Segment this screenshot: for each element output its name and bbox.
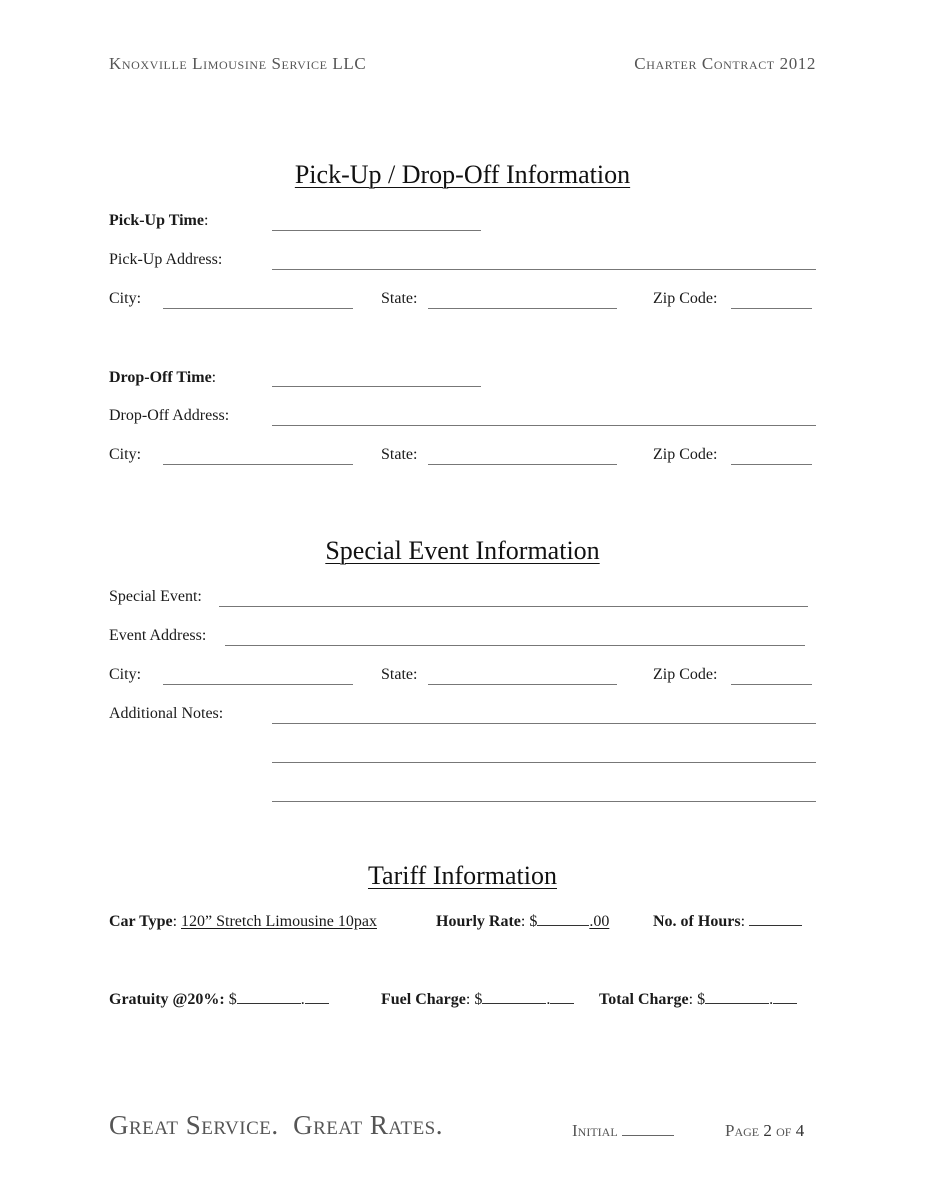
event-state-field[interactable] xyxy=(428,684,617,685)
dropoff-address-field[interactable] xyxy=(272,425,816,426)
dropoff-zip-label: Zip Code: xyxy=(653,446,718,463)
hourly-rate-label: Hourly Rate xyxy=(436,913,521,930)
event-state-label: State: xyxy=(381,666,418,683)
gratuity-label: Gratuity @20%: xyxy=(109,991,225,1008)
total-charge-label: Total Charge xyxy=(599,991,689,1008)
pickup-city-label: City: xyxy=(109,290,142,307)
section-title-special-event: Special Event Information xyxy=(325,536,600,565)
pickup-time-field[interactable] xyxy=(272,230,481,231)
fuel-cents-field[interactable] xyxy=(550,991,574,1004)
special-event-field[interactable] xyxy=(219,606,808,607)
pickup-city-field[interactable] xyxy=(163,308,353,309)
pickup-state-label: State: xyxy=(381,290,418,307)
pickup-address-field[interactable] xyxy=(272,269,816,270)
dropoff-time-field[interactable] xyxy=(272,386,481,387)
initial-label: Initial xyxy=(572,1121,618,1140)
gratuity-dollars-field[interactable] xyxy=(237,991,301,1004)
gratuity-row: Gratuity @20%: $ . xyxy=(109,991,329,1009)
hourly-rate-dollars-field[interactable] xyxy=(537,913,589,926)
page-indicator: Page 2 of 4 xyxy=(725,1121,805,1140)
hours-label: No. of Hours xyxy=(653,913,741,930)
car-type-value[interactable]: 120” Stretch Limousine 10pax xyxy=(181,913,377,930)
footer-slogan: Great Service. Great Rates. xyxy=(109,1110,444,1140)
event-address-field[interactable] xyxy=(225,645,805,646)
event-zip-field[interactable] xyxy=(731,684,812,685)
dropoff-state-label: State: xyxy=(381,446,418,463)
additional-notes-line-2[interactable] xyxy=(272,762,816,763)
pickup-zip-field[interactable] xyxy=(731,308,812,309)
pickup-zip-label: Zip Code: xyxy=(653,290,718,307)
hourly-rate-row: Hourly Rate: $ .00 xyxy=(436,913,610,930)
fuel-dollars-field[interactable] xyxy=(482,991,546,1004)
page-current: 2 xyxy=(763,1121,772,1140)
dropoff-city-label: City: xyxy=(109,446,142,463)
dropoff-city-field[interactable] xyxy=(163,464,353,465)
document-title: Charter Contract 2012 xyxy=(634,54,816,73)
section-title-pickup-dropoff: Pick-Up / Drop-Off Information xyxy=(294,160,631,189)
section-title-tariff: Tariff Information xyxy=(367,861,558,890)
car-type-row: Car Type: 120” Stretch Limousine 10pax xyxy=(109,913,377,930)
hours-row: No. of Hours: xyxy=(653,913,802,931)
event-city-field[interactable] xyxy=(163,684,353,685)
initial-row xyxy=(572,1121,674,1141)
pickup-time-label: Pick-Up Time: xyxy=(109,212,209,229)
dropoff-time-label: Drop-Off Time: xyxy=(109,369,217,386)
fuel-charge-row: Fuel Charge: $ . xyxy=(381,991,574,1009)
pickup-address-label: Pick-Up Address: xyxy=(109,251,223,268)
gratuity-cents-field[interactable] xyxy=(305,991,329,1004)
hourly-rate-cents: .00 xyxy=(589,913,610,930)
total-charge-row: Total Charge: $ . xyxy=(599,991,797,1009)
dropoff-address-label: Drop-Off Address: xyxy=(109,407,230,424)
company-name: Knoxville Limousine Service LLC xyxy=(109,54,367,73)
page-total: 4 xyxy=(795,1121,805,1140)
additional-notes-label: Additional Notes: xyxy=(109,705,224,722)
additional-notes-line-1[interactable] xyxy=(272,723,816,724)
dropoff-state-field[interactable] xyxy=(428,464,617,465)
event-zip-label: Zip Code: xyxy=(653,666,718,683)
pickup-state-field[interactable] xyxy=(428,308,617,309)
hours-field[interactable] xyxy=(749,913,802,926)
car-type-label: Car Type xyxy=(109,913,173,930)
fuel-charge-label: Fuel Charge xyxy=(381,991,466,1008)
special-event-label: Special Event: xyxy=(109,588,202,605)
additional-notes-line-3[interactable] xyxy=(272,801,816,802)
dropoff-zip-field[interactable] xyxy=(731,464,812,465)
total-cents-field[interactable] xyxy=(773,991,797,1004)
initial-field[interactable] xyxy=(622,1123,674,1136)
total-dollars-field[interactable] xyxy=(705,991,769,1004)
event-city-label: City: xyxy=(109,666,142,683)
event-address-label: Event Address: xyxy=(109,627,207,644)
